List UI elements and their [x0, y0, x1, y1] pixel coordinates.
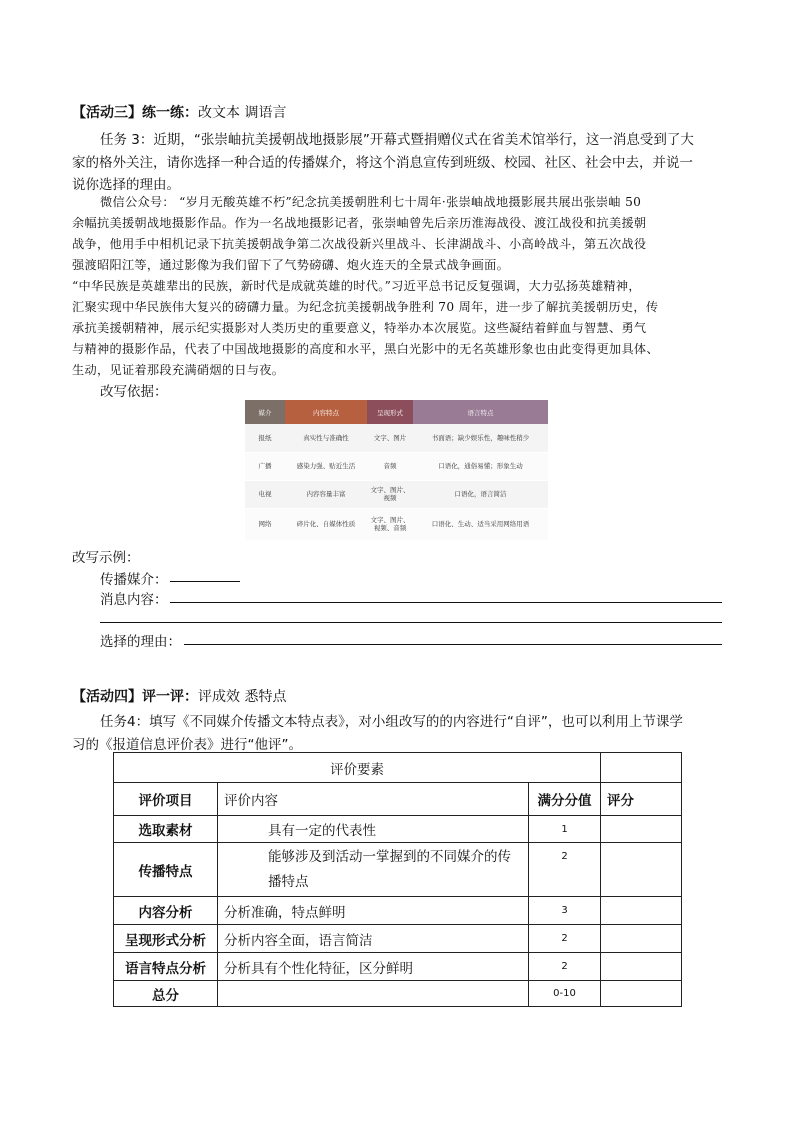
media-characteristics-table — [245, 400, 548, 541]
table-row — [114, 816, 682, 843]
eval-col-content: 评价内容 — [218, 783, 529, 816]
media-cell: 内容容量丰富 — [285, 480, 367, 508]
table-row — [114, 897, 682, 925]
table-row — [245, 452, 548, 480]
wechat-line: 微信公众号： “岁月无酸英雄不朽”纪念抗美援朝胜利七十周年·张崇岫战地摄影展共展出张崇岫 50 — [100, 195, 642, 209]
media-field-label: 传播媒介： — [100, 572, 168, 588]
wechat-line: 汇聚实现中华民族伟大复兴的磅礴力量。为纪念抗美援朝战争胜利 70 周年，进一步了解抗美援朝历史，传 — [72, 300, 659, 314]
wechat-line: 生动，见证着那段充满硝烟的日与夜。 — [72, 363, 285, 377]
eval-full: 3 — [529, 897, 601, 925]
eval-full: 2 — [529, 953, 601, 981]
basis-label: 改写依据： — [100, 384, 168, 400]
eval-item: 内容分析 — [114, 897, 218, 925]
content-field-blank[interactable] — [170, 602, 722, 603]
eval-item: 呈现形式分析 — [114, 925, 218, 953]
activity4-heading-title: 评一评： — [142, 689, 198, 705]
media-cell: 口语化，语言简洁 — [413, 480, 548, 508]
activity3-heading-title: 练一练： — [142, 105, 198, 121]
reason-field-blank[interactable] — [184, 644, 722, 645]
media-cell: 感染力强、贴近生活 — [285, 452, 367, 480]
task3-line: 家的格外关注，请你选择一种合适的传播媒介，将这个消息宣传到班级、校园、社区、社会中去，并说一 — [72, 155, 693, 171]
media-cell: 真实性与准确性 — [285, 424, 367, 452]
media-header-cell: 内容特点 — [285, 400, 367, 424]
eval-col-item: 评价项目 — [114, 783, 218, 816]
eval-empty-cell — [601, 753, 682, 783]
table-row — [245, 480, 548, 508]
media-cell: 音频 — [367, 452, 413, 480]
task4-line: 习的《报道信息评价表》进行“他评”。 — [72, 737, 302, 753]
eval-score-cell[interactable] — [601, 925, 682, 953]
media-cell: 网络 — [245, 508, 285, 540]
media-cell: 电视 — [245, 480, 285, 508]
media-header-cell: 媒介 — [245, 400, 285, 424]
wechat-line: 承抗美援朝精神，展示纪实摄影对人类历史的重要意义，特举办本次展览。这些凝结着鲜血与智慧、勇气 — [72, 321, 647, 335]
eval-full: 2 — [529, 843, 601, 897]
wechat-line: 强渡昭阳江等，通过影像为我们留下了气势磅礴、炮火连天的全景式战争画面。 — [72, 258, 510, 272]
eval-col-score: 评分 — [601, 783, 682, 816]
activity3-heading-bracket: 【活动三】 — [72, 105, 142, 121]
activity4-heading-sub: 评成效 悉特点 — [198, 689, 287, 705]
media-cell: 文字、图片 — [367, 424, 413, 452]
reason-field-label: 选择的理由： — [100, 634, 181, 650]
task3-line: 任务 3：近期，“张崇岫抗美援朝战地摄影展”开幕式暨捐赠仪式在省美术馆举行，这一消息受到了大 — [100, 132, 694, 148]
eval-score-cell[interactable] — [601, 897, 682, 925]
wechat-line: 余幅抗美援朝战地摄影作品。作为一名战地摄影记者，张崇岫曾先后亲历淮海战役、渡江战役和抗美援朝 — [72, 216, 647, 230]
eval-content: 具有一定的代表性 — [218, 816, 529, 843]
eval-total-content — [218, 981, 529, 1007]
table-row — [114, 953, 682, 981]
eval-total-label: 总分 — [114, 981, 218, 1007]
media-cell: 碎片化、自媒体性质 — [285, 508, 367, 540]
wechat-line: 战争，他用手中相机记录下抗美援朝战争第二次战役新兴里战斗、长津湖战斗、小高岭战斗，第五次战役 — [72, 237, 647, 251]
eval-content: 分析具有个性化特征，区分鲜明 — [218, 953, 529, 981]
content-field-blank-2[interactable] — [100, 622, 722, 623]
table-row — [114, 783, 682, 816]
task3-line: 说你选择的理由。 — [72, 177, 180, 193]
eval-item: 传播特点 — [114, 843, 218, 897]
media-cell: 口语化、生动、适当采用网络用语 — [413, 508, 548, 540]
media-cell: 文字、图片、视频 — [367, 480, 413, 508]
wechat-line: 与精神的摄影作品，代表了中国战地摄影的高度和水平，黑白光影中的无名英雄形象也由此变得更加具体、 — [72, 342, 659, 356]
media-cell: 口语化，通俗易懂；形象生动 — [413, 452, 548, 480]
wechat-line: “中华民族是英雄辈出的民族，新时代是成就英雄的时代。”习近平总书记反复强调，大力弘扬英雄精神， — [72, 279, 641, 293]
eval-full: 1 — [529, 816, 601, 843]
activity3-heading — [72, 102, 286, 122]
media-table-header — [245, 400, 548, 424]
eval-total-full: 0-10 — [529, 981, 601, 1007]
evaluation-table — [113, 752, 682, 1007]
eval-col-full: 满分分值 — [529, 783, 601, 816]
task4-line: 任务4：填写《不同媒介传播文本特点表》，对小组改写的的内容进行“自评”，也可以利用上节课学 — [100, 714, 683, 730]
eval-content: 能够涉及到活动一掌握到的不同媒介的传播特点 — [218, 843, 529, 897]
table-row — [114, 753, 682, 783]
table-row — [114, 981, 682, 1007]
media-header-cell: 呈现形式 — [367, 400, 413, 424]
media-cell: 书面语；缺少娱乐性，趣味性稍少 — [413, 424, 548, 452]
activity4-heading-bracket: 【活动四】 — [72, 689, 142, 705]
table-row — [245, 508, 548, 540]
eval-score-cell[interactable] — [601, 843, 682, 897]
eval-title: 评价要素 — [114, 753, 601, 783]
media-header-cell: 语言特点 — [413, 400, 548, 424]
activity3-heading-sub: 改文本 调语言 — [198, 105, 287, 121]
table-row — [245, 424, 548, 452]
eval-content: 分析内容全面，语言简洁 — [218, 925, 529, 953]
eval-score-cell[interactable] — [601, 953, 682, 981]
media-cell: 报纸 — [245, 424, 285, 452]
activity4-heading — [72, 686, 286, 706]
table-row — [114, 925, 682, 953]
eval-item: 选取素材 — [114, 816, 218, 843]
example-label: 改写示例： — [72, 550, 140, 566]
eval-score-cell[interactable] — [601, 981, 682, 1007]
table-row — [114, 843, 682, 897]
media-cell: 文字、图片、视频、音频 — [367, 508, 413, 540]
content-field-label: 消息内容： — [100, 592, 168, 608]
media-cell: 广播 — [245, 452, 285, 480]
eval-score-cell[interactable] — [601, 816, 682, 843]
eval-full: 2 — [529, 925, 601, 953]
media-field-blank[interactable] — [170, 581, 240, 582]
eval-item: 语言特点分析 — [114, 953, 218, 981]
eval-content: 分析准确，特点鲜明 — [218, 897, 529, 925]
